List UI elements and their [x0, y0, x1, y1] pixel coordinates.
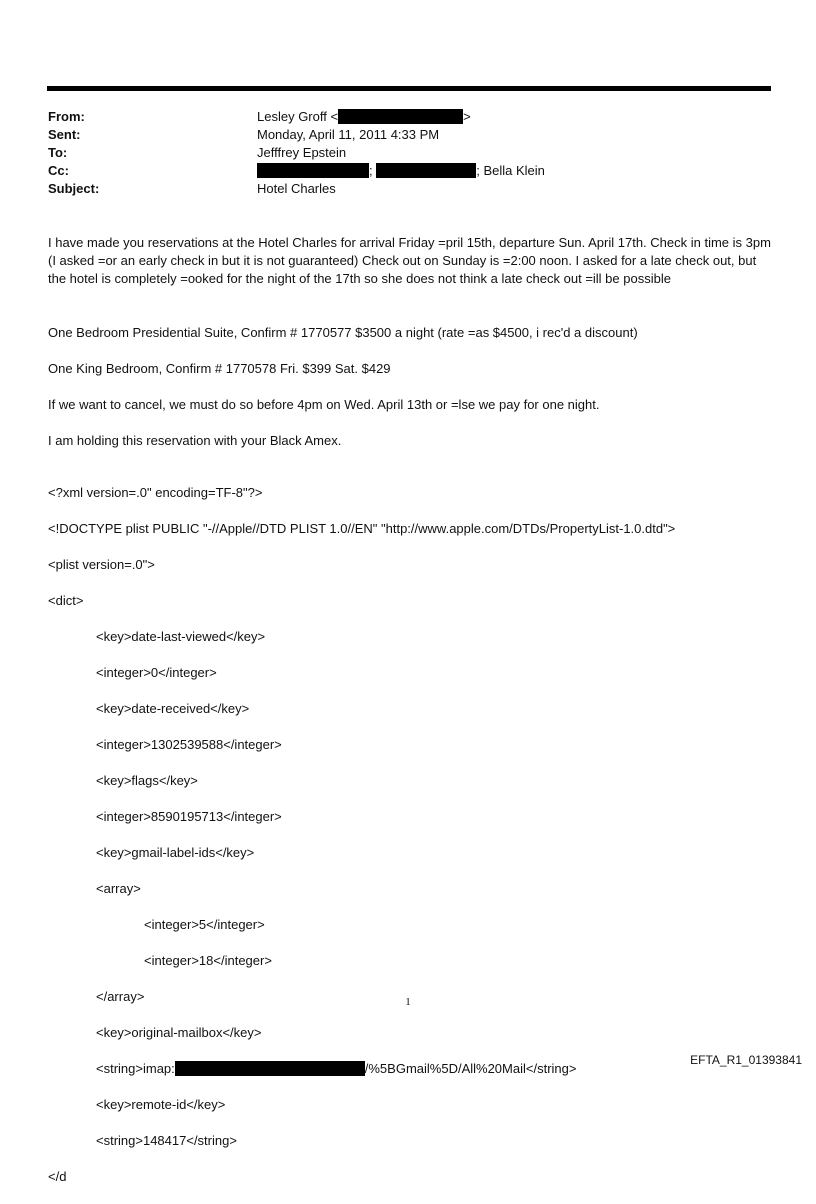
to-value: Jefffrey Epstein [257, 145, 347, 160]
from-value [257, 108, 471, 126]
xml-line: <integer>1302539588</integer> [96, 737, 282, 752]
xml-line: <integer>18</integer> [144, 953, 272, 968]
xml-line: <key>date-received</key> [96, 701, 250, 716]
sent-label: Sent: [48, 127, 81, 142]
to-label: To: [48, 145, 68, 160]
redaction-box [338, 109, 463, 124]
redaction-box [175, 1061, 365, 1076]
cc-value [257, 162, 545, 180]
xml-string-open: <string>imap: [96, 1061, 175, 1076]
subject-label: Subject: [48, 181, 100, 196]
sent-value: Monday, April 11, 2011 4:33 PM [257, 127, 440, 142]
xml-line: <integer>5</integer> [144, 917, 265, 932]
xml-line: </d [48, 1169, 67, 1184]
message-paragraph: I am holding this reservation with your Black Amex. [48, 433, 342, 448]
xml-line: </array> [96, 989, 145, 1004]
xml-line: <array> [96, 881, 141, 896]
from-bracket: > [463, 109, 471, 124]
xml-line: <plist version=.0"> [48, 557, 155, 572]
message-paragraph: I have made you reservations at the Hotel Charles for arrival Friday =pril 15th, departure Sun. April 17th. Check in time is 3pm (I asked =or an early check in but it is not guaranteed) Check out on Sunday is =2:00 noon. I asked for a late check out, but the hotel is completely =ooked for the night of the 17th so she does not think a late check out =ill be possible [48, 235, 771, 286]
xml-line: <key>original-mailbox</key> [96, 1025, 262, 1040]
subject-value: Hotel Charles [257, 181, 336, 196]
page-number: 1 [405, 996, 411, 1008]
xml-line-mailbox [48, 1060, 772, 1078]
xml-line: <dict> [48, 593, 84, 608]
cc-separator: ; [369, 163, 373, 178]
xml-line: <key>date-last-viewed</key> [96, 629, 266, 644]
redaction-box [376, 163, 476, 178]
plist-xml-block [48, 466, 772, 1204]
message-paragraph: One Bedroom Presidential Suite, Confirm # 1770577 $3500 a night (rate =as $4500, i rec'd a discount) [48, 325, 638, 340]
xml-line: <string>148417</string> [96, 1133, 237, 1148]
cc-label: Cc: [48, 163, 69, 178]
xml-line: <key>remote-id</key> [96, 1097, 226, 1112]
cc-recipient: ; Bella Klein [476, 163, 545, 178]
from-label: From: [48, 109, 85, 124]
xml-line: <integer>0</integer> [96, 665, 217, 680]
message-paragraph: One King Bedroom, Confirm # 1770578 Fri. $399 Sat. $429 [48, 361, 391, 376]
xml-string-tail: /%5BGmail%5D/All%20Mail</string> [364, 1061, 577, 1076]
document-id: EFTA_R1_01393841 [690, 1053, 802, 1067]
xml-line: <key>gmail-label-ids</key> [96, 845, 255, 860]
xml-line: <?xml version=.0" encoding=TF-8"?> [48, 485, 263, 500]
message-paragraph: If we want to cancel, we must do so before 4pm on Wed. April 13th or =lse we pay for one night. [48, 397, 600, 412]
header-rule [47, 86, 771, 91]
xml-line: <key>flags</key> [96, 773, 198, 788]
xml-line: <!DOCTYPE plist PUBLIC "-//Apple//DTD PLIST 1.0//EN" "http://www.apple.com/DTDs/PropertyList-1.0.dtd"> [48, 521, 676, 536]
from-name: Lesley Groff < [257, 109, 339, 124]
redaction-box [257, 163, 369, 178]
xml-line: <integer>8590195713</integer> [96, 809, 282, 824]
